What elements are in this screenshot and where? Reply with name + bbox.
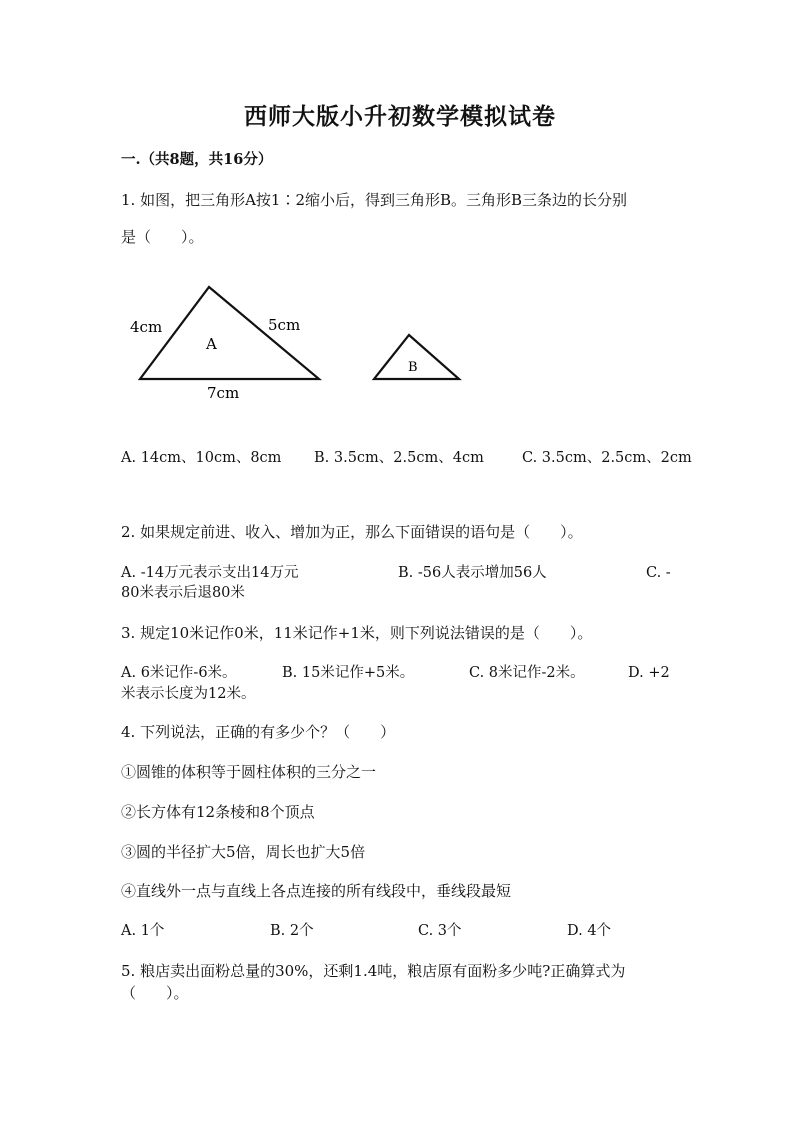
question-4-statement-4: ④直线外一点与直线上各点连接的所有线段中，垂线段最短 — [121, 882, 512, 900]
question-4-option-b: B. 2个 — [270, 923, 314, 939]
question-5-text-line2: （ ）。 — [121, 984, 189, 1002]
question-3-option-d: D. +2 — [628, 665, 670, 681]
question-4-text: 4. 下列说法，正确的有多少个？（ ） — [121, 723, 396, 741]
question-4-statement-1: ①圆锥的体积等于圆柱体积的三分之一 — [121, 763, 377, 781]
question-4-option-c: C. 3个 — [418, 923, 462, 939]
question-2-option-a: A. -14万元表示支出14万元 — [121, 565, 299, 581]
label-a-right-side: 5cm — [268, 316, 301, 334]
question-2-option-c: C. - — [646, 565, 671, 581]
label-a-bottom-side: 7cm — [207, 384, 240, 402]
question-3-option-b: B. 15米记作+5米。 — [282, 665, 415, 681]
question-1-text-line2: 是（ ）。 — [121, 228, 204, 246]
question-2-text: 2. 如果规定前进、收入、增加为正，那么下面错误的语句是（ ）。 — [121, 523, 583, 541]
label-a-left-side: 4cm — [130, 318, 163, 336]
question-3-option-c: C. 8米记作-2米。 — [469, 665, 585, 681]
page-title: 西师大版小升初数学模拟试卷 — [244, 103, 556, 130]
question-3-option-d-continued: 米表示长度为12米。 — [121, 686, 256, 702]
question-4-option-a: A. 1个 — [121, 923, 165, 939]
label-triangle-b: B — [408, 360, 418, 375]
question-2-option-b: B. -56人表示增加56人 — [398, 565, 547, 581]
question-5-text-line1: 5. 粮店卖出面粉总量的30%，还剩1.4吨，粮店原有面粉多少吨?正确算式为 — [121, 962, 626, 980]
question-4-option-d: D. 4个 — [567, 923, 612, 939]
triangle-figure — [120, 280, 480, 410]
question-1-option-b: B. 3.5cm、2.5cm、4cm — [314, 450, 484, 466]
question-2-option-c-continued: 80米表示后退80米 — [121, 585, 245, 601]
question-1-option-c: C. 3.5cm、2.5cm、2cm — [522, 450, 692, 466]
question-1-text-line1: 1. 如图，把三角形A按1∶2缩小后，得到三角形B。三角形B三条边的长分别 — [121, 191, 628, 209]
question-4-statement-3: ③圆的半径扩大5倍，周长也扩大5倍 — [121, 843, 366, 861]
question-1-option-a: A. 14cm、10cm、8cm — [121, 450, 282, 466]
label-triangle-a: A — [206, 335, 217, 353]
question-3-option-a: A. 6米记作-6米。 — [121, 665, 237, 681]
question-3-text: 3. 规定10米记作0米，11米记作+1米，则下列说法错误的是（ ）。 — [121, 624, 593, 642]
section-heading: 一.（共8题，共16分） — [121, 151, 273, 168]
question-4-statement-2: ②长方体有12条棱和8个顶点 — [121, 803, 315, 821]
